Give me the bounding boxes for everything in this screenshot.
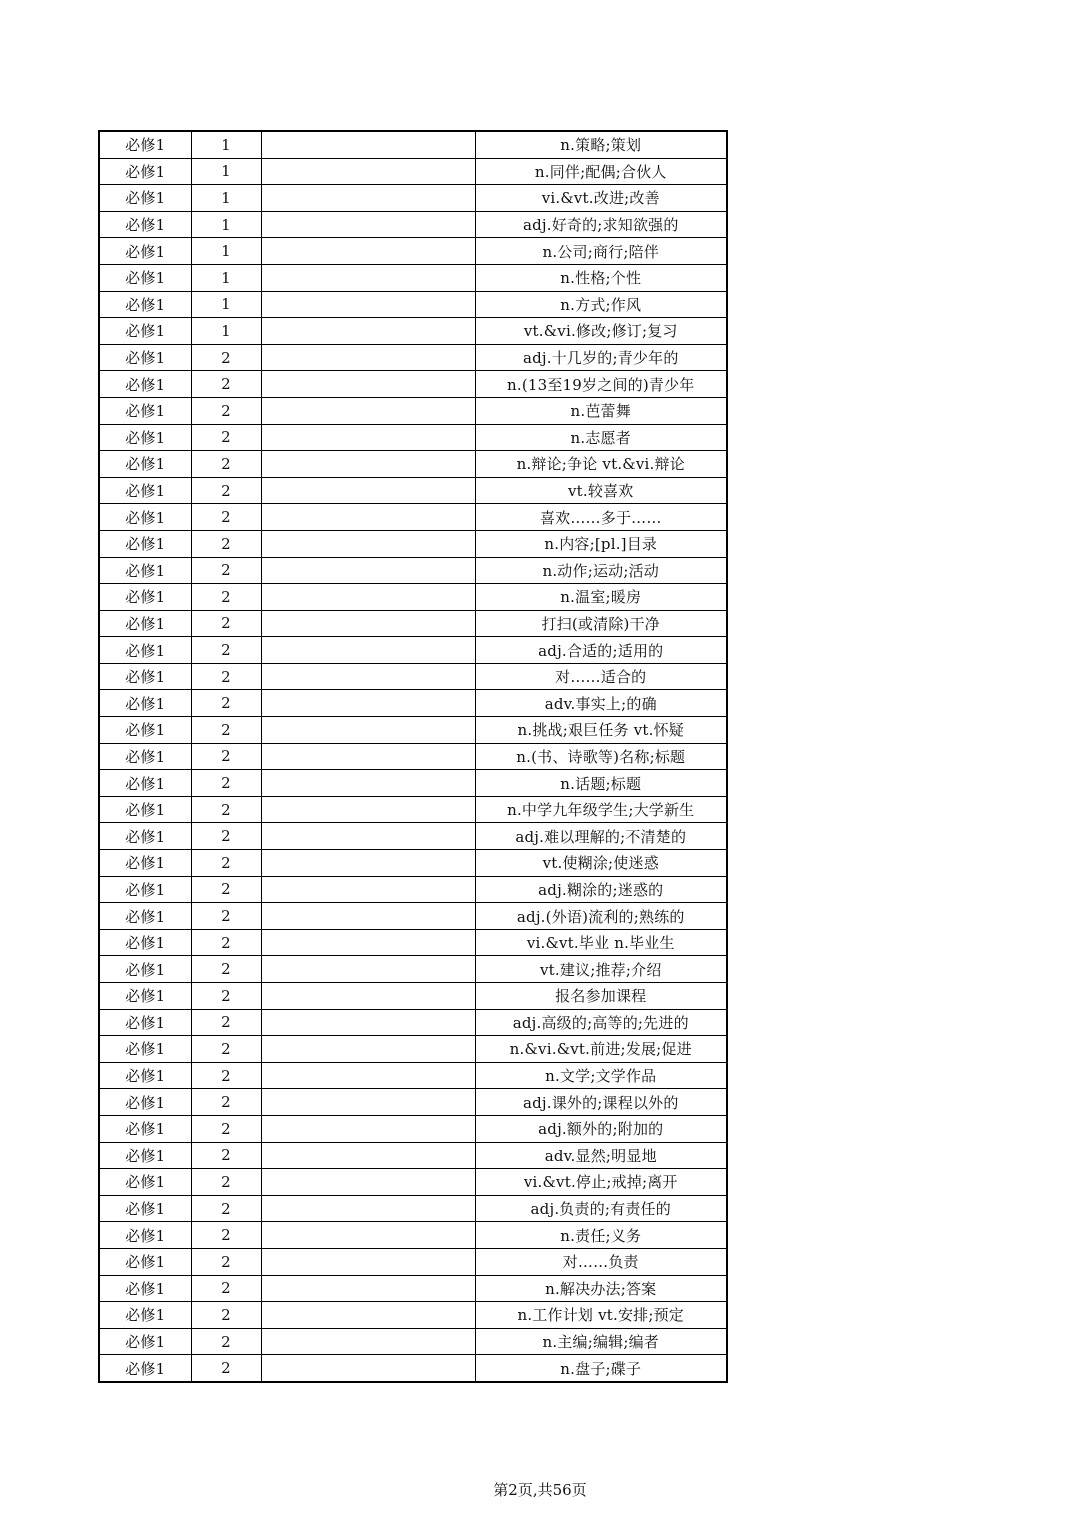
book-cell: 必修1 (99, 690, 191, 717)
unit-cell: 2 (191, 1275, 261, 1302)
table-row (99, 690, 727, 717)
word-cell (261, 1062, 475, 1089)
unit-cell: 2 (191, 1142, 261, 1169)
word-cell (261, 371, 475, 398)
unit-cell: 1 (191, 211, 261, 238)
word-cell (261, 291, 475, 318)
meaning-cell: n.同伴;配偶;合伙人 (475, 158, 727, 185)
word-cell (261, 1355, 475, 1382)
unit-cell: 2 (191, 1062, 261, 1089)
meaning-cell: adj.课外的;课程以外的 (475, 1089, 727, 1116)
word-cell (261, 850, 475, 877)
book-cell: 必修1 (99, 131, 191, 158)
word-cell (261, 238, 475, 265)
word-cell (261, 903, 475, 930)
table-row (99, 557, 727, 584)
table-row (99, 1275, 727, 1302)
unit-cell: 2 (191, 530, 261, 557)
unit-cell: 2 (191, 983, 261, 1010)
meaning-cell: n.动作;运动;活动 (475, 557, 727, 584)
word-cell (261, 983, 475, 1010)
word-cell (261, 1248, 475, 1275)
table-row (99, 1222, 727, 1249)
unit-cell: 2 (191, 584, 261, 611)
meaning-cell: 喜欢……多于…… (475, 504, 727, 531)
word-cell (261, 663, 475, 690)
book-cell: 必修1 (99, 477, 191, 504)
meaning-cell: vt.&vi.修改;修订;复习 (475, 318, 727, 345)
book-cell: 必修1 (99, 1275, 191, 1302)
word-cell (261, 397, 475, 424)
unit-cell: 2 (191, 424, 261, 451)
book-cell: 必修1 (99, 850, 191, 877)
unit-cell: 1 (191, 238, 261, 265)
word-cell (261, 584, 475, 611)
table-row (99, 823, 727, 850)
unit-cell: 2 (191, 1328, 261, 1355)
table-row (99, 637, 727, 664)
book-cell: 必修1 (99, 1302, 191, 1329)
meaning-cell: vi.&vt.改进;改善 (475, 185, 727, 212)
table-row (99, 185, 727, 212)
book-cell: 必修1 (99, 318, 191, 345)
table-row (99, 1062, 727, 1089)
table-row (99, 1009, 727, 1036)
book-cell: 必修1 (99, 796, 191, 823)
meaning-cell: 对……适合的 (475, 663, 727, 690)
unit-cell: 2 (191, 796, 261, 823)
word-cell (261, 956, 475, 983)
table-row (99, 929, 727, 956)
unit-cell: 2 (191, 557, 261, 584)
book-cell: 必修1 (99, 1009, 191, 1036)
meaning-cell: adj.十几岁的;青少年的 (475, 344, 727, 371)
word-cell (261, 530, 475, 557)
word-cell (261, 1009, 475, 1036)
word-cell (261, 1302, 475, 1329)
unit-cell: 2 (191, 1248, 261, 1275)
word-cell (261, 1275, 475, 1302)
unit-cell: 2 (191, 823, 261, 850)
unit-cell: 2 (191, 1036, 261, 1063)
book-cell: 必修1 (99, 371, 191, 398)
unit-cell: 2 (191, 929, 261, 956)
meaning-cell: 打扫(或清除)干净 (475, 610, 727, 637)
unit-cell: 1 (191, 185, 261, 212)
unit-cell: 2 (191, 637, 261, 664)
word-cell (261, 929, 475, 956)
word-cell (261, 477, 475, 504)
unit-cell: 2 (191, 956, 261, 983)
meaning-cell: adj.负责的;有责任的 (475, 1195, 727, 1222)
meaning-cell: adj.高级的;高等的;先进的 (475, 1009, 727, 1036)
meaning-cell: n.解决办法;答案 (475, 1275, 727, 1302)
meaning-cell: n.性格;个性 (475, 264, 727, 291)
meaning-cell: n.中学九年级学生;大学新生 (475, 796, 727, 823)
table-row (99, 1115, 727, 1142)
book-cell: 必修1 (99, 956, 191, 983)
meaning-cell: adj.好奇的;求知欲强的 (475, 211, 727, 238)
table-row (99, 451, 727, 478)
meaning-cell: adj.(外语)流利的;熟练的 (475, 903, 727, 930)
table-row (99, 291, 727, 318)
book-cell: 必修1 (99, 983, 191, 1010)
table-row (99, 158, 727, 185)
unit-cell: 2 (191, 451, 261, 478)
table-row (99, 1142, 727, 1169)
table-row (99, 1195, 727, 1222)
meaning-cell: 对……负责 (475, 1248, 727, 1275)
table-row (99, 876, 727, 903)
unit-cell: 2 (191, 717, 261, 744)
book-cell: 必修1 (99, 1195, 191, 1222)
unit-cell: 2 (191, 477, 261, 504)
book-cell: 必修1 (99, 424, 191, 451)
book-cell: 必修1 (99, 903, 191, 930)
word-cell (261, 1169, 475, 1196)
table-row (99, 584, 727, 611)
word-cell (261, 1036, 475, 1063)
book-cell: 必修1 (99, 1142, 191, 1169)
table-row (99, 903, 727, 930)
table-row (99, 610, 727, 637)
table-row (99, 344, 727, 371)
meaning-cell: vi.&vt.停止;戒掉;离开 (475, 1169, 727, 1196)
unit-cell: 2 (191, 1169, 261, 1196)
book-cell: 必修1 (99, 238, 191, 265)
unit-cell: 2 (191, 690, 261, 717)
word-cell (261, 610, 475, 637)
book-cell: 必修1 (99, 1089, 191, 1116)
word-cell (261, 264, 475, 291)
table-row (99, 850, 727, 877)
book-cell: 必修1 (99, 397, 191, 424)
word-cell (261, 796, 475, 823)
unit-cell: 2 (191, 344, 261, 371)
page-number: 第2页,共56页 (493, 1481, 587, 1499)
table-row (99, 1355, 727, 1382)
table-row (99, 1089, 727, 1116)
table-row (99, 211, 727, 238)
meaning-cell: adj.难以理解的;不清楚的 (475, 823, 727, 850)
word-cell (261, 185, 475, 212)
table-row (99, 983, 727, 1010)
meaning-cell: n.盘子;碟子 (475, 1355, 727, 1382)
unit-cell: 1 (191, 158, 261, 185)
meaning-cell: n.公司;商行;陪伴 (475, 238, 727, 265)
book-cell: 必修1 (99, 610, 191, 637)
meaning-cell: 报名参加课程 (475, 983, 727, 1010)
unit-cell: 2 (191, 397, 261, 424)
meaning-cell: vt.建议;推荐;介绍 (475, 956, 727, 983)
meaning-cell: n.方式;作风 (475, 291, 727, 318)
meaning-cell: n.(13至19岁之间的)青少年 (475, 371, 727, 398)
book-cell: 必修1 (99, 823, 191, 850)
vocabulary-table-body (99, 131, 727, 1382)
meaning-cell: n.(书、诗歌等)名称;标题 (475, 743, 727, 770)
meaning-cell: vt.较喜欢 (475, 477, 727, 504)
word-cell (261, 637, 475, 664)
vocabulary-table (98, 130, 728, 1383)
book-cell: 必修1 (99, 158, 191, 185)
table-row (99, 1036, 727, 1063)
unit-cell: 1 (191, 291, 261, 318)
word-cell (261, 690, 475, 717)
table-row (99, 131, 727, 158)
meaning-cell: n.芭蕾舞 (475, 397, 727, 424)
book-cell: 必修1 (99, 717, 191, 744)
meaning-cell: n.挑战;艰巨任务 vt.怀疑 (475, 717, 727, 744)
book-cell: 必修1 (99, 770, 191, 797)
table-row (99, 717, 727, 744)
book-cell: 必修1 (99, 530, 191, 557)
table-row (99, 743, 727, 770)
book-cell: 必修1 (99, 1355, 191, 1382)
table-row (99, 663, 727, 690)
meaning-cell: n.主编;编辑;编者 (475, 1328, 727, 1355)
table-row (99, 1302, 727, 1329)
book-cell: 必修1 (99, 1222, 191, 1249)
book-cell: 必修1 (99, 451, 191, 478)
meaning-cell: n.文学;文学作品 (475, 1062, 727, 1089)
meaning-cell: n.志愿者 (475, 424, 727, 451)
word-cell (261, 770, 475, 797)
book-cell: 必修1 (99, 1328, 191, 1355)
unit-cell: 1 (191, 264, 261, 291)
unit-cell: 1 (191, 131, 261, 158)
unit-cell: 2 (191, 371, 261, 398)
meaning-cell: vt.使糊涂;使迷惑 (475, 850, 727, 877)
meaning-cell: adj.合适的;适用的 (475, 637, 727, 664)
book-cell: 必修1 (99, 504, 191, 531)
word-cell (261, 1089, 475, 1116)
unit-cell: 2 (191, 1222, 261, 1249)
table-row (99, 477, 727, 504)
book-cell: 必修1 (99, 291, 191, 318)
meaning-cell: n.话题;标题 (475, 770, 727, 797)
unit-cell: 2 (191, 903, 261, 930)
book-cell: 必修1 (99, 584, 191, 611)
unit-cell: 2 (191, 610, 261, 637)
table-row (99, 796, 727, 823)
unit-cell: 2 (191, 1089, 261, 1116)
table-row (99, 504, 727, 531)
word-cell (261, 504, 475, 531)
unit-cell: 2 (191, 743, 261, 770)
word-cell (261, 158, 475, 185)
unit-cell: 2 (191, 1009, 261, 1036)
unit-cell: 2 (191, 1115, 261, 1142)
word-cell (261, 823, 475, 850)
word-cell (261, 876, 475, 903)
table-row (99, 956, 727, 983)
table-row (99, 264, 727, 291)
unit-cell: 2 (191, 504, 261, 531)
word-cell (261, 557, 475, 584)
book-cell: 必修1 (99, 1115, 191, 1142)
meaning-cell: adv.显然;明显地 (475, 1142, 727, 1169)
word-cell (261, 1195, 475, 1222)
meaning-cell: n.温室;暖房 (475, 584, 727, 611)
meaning-cell: n.辩论;争论 vt.&vi.辩论 (475, 451, 727, 478)
unit-cell: 2 (191, 876, 261, 903)
unit-cell: 2 (191, 770, 261, 797)
book-cell: 必修1 (99, 876, 191, 903)
word-cell (261, 424, 475, 451)
word-cell (261, 1142, 475, 1169)
book-cell: 必修1 (99, 743, 191, 770)
unit-cell: 1 (191, 318, 261, 345)
book-cell: 必修1 (99, 929, 191, 956)
book-cell: 必修1 (99, 663, 191, 690)
table-row (99, 424, 727, 451)
word-cell (261, 451, 475, 478)
meaning-cell: vi.&vt.毕业 n.毕业生 (475, 929, 727, 956)
meaning-cell: n.策略;策划 (475, 131, 727, 158)
word-cell (261, 1328, 475, 1355)
table-row (99, 530, 727, 557)
book-cell: 必修1 (99, 1036, 191, 1063)
book-cell: 必修1 (99, 1062, 191, 1089)
table-row (99, 770, 727, 797)
unit-cell: 2 (191, 850, 261, 877)
meaning-cell: n.责任;义务 (475, 1222, 727, 1249)
word-cell (261, 344, 475, 371)
word-cell (261, 743, 475, 770)
unit-cell: 2 (191, 663, 261, 690)
meaning-cell: n.内容;[pl.]目录 (475, 530, 727, 557)
word-cell (261, 1222, 475, 1249)
meaning-cell: adj.糊涂的;迷惑的 (475, 876, 727, 903)
book-cell: 必修1 (99, 637, 191, 664)
meaning-cell: adv.事实上;的确 (475, 690, 727, 717)
table-row (99, 1328, 727, 1355)
word-cell (261, 318, 475, 345)
meaning-cell: n.&vi.&vt.前进;发展;促进 (475, 1036, 727, 1063)
book-cell: 必修1 (99, 185, 191, 212)
meaning-cell: n.工作计划 vt.安排;预定 (475, 1302, 727, 1329)
unit-cell: 2 (191, 1302, 261, 1329)
table-row (99, 397, 727, 424)
book-cell: 必修1 (99, 1169, 191, 1196)
word-cell (261, 211, 475, 238)
meaning-cell: adj.额外的;附加的 (475, 1115, 727, 1142)
unit-cell: 2 (191, 1355, 261, 1382)
unit-cell: 2 (191, 1195, 261, 1222)
table-row (99, 318, 727, 345)
book-cell: 必修1 (99, 1248, 191, 1275)
book-cell: 必修1 (99, 264, 191, 291)
table-row (99, 1169, 727, 1196)
book-cell: 必修1 (99, 557, 191, 584)
word-cell (261, 131, 475, 158)
table-row (99, 238, 727, 265)
table-row (99, 371, 727, 398)
word-cell (261, 1115, 475, 1142)
word-cell (261, 717, 475, 744)
table-row (99, 1248, 727, 1275)
book-cell: 必修1 (99, 211, 191, 238)
book-cell: 必修1 (99, 344, 191, 371)
